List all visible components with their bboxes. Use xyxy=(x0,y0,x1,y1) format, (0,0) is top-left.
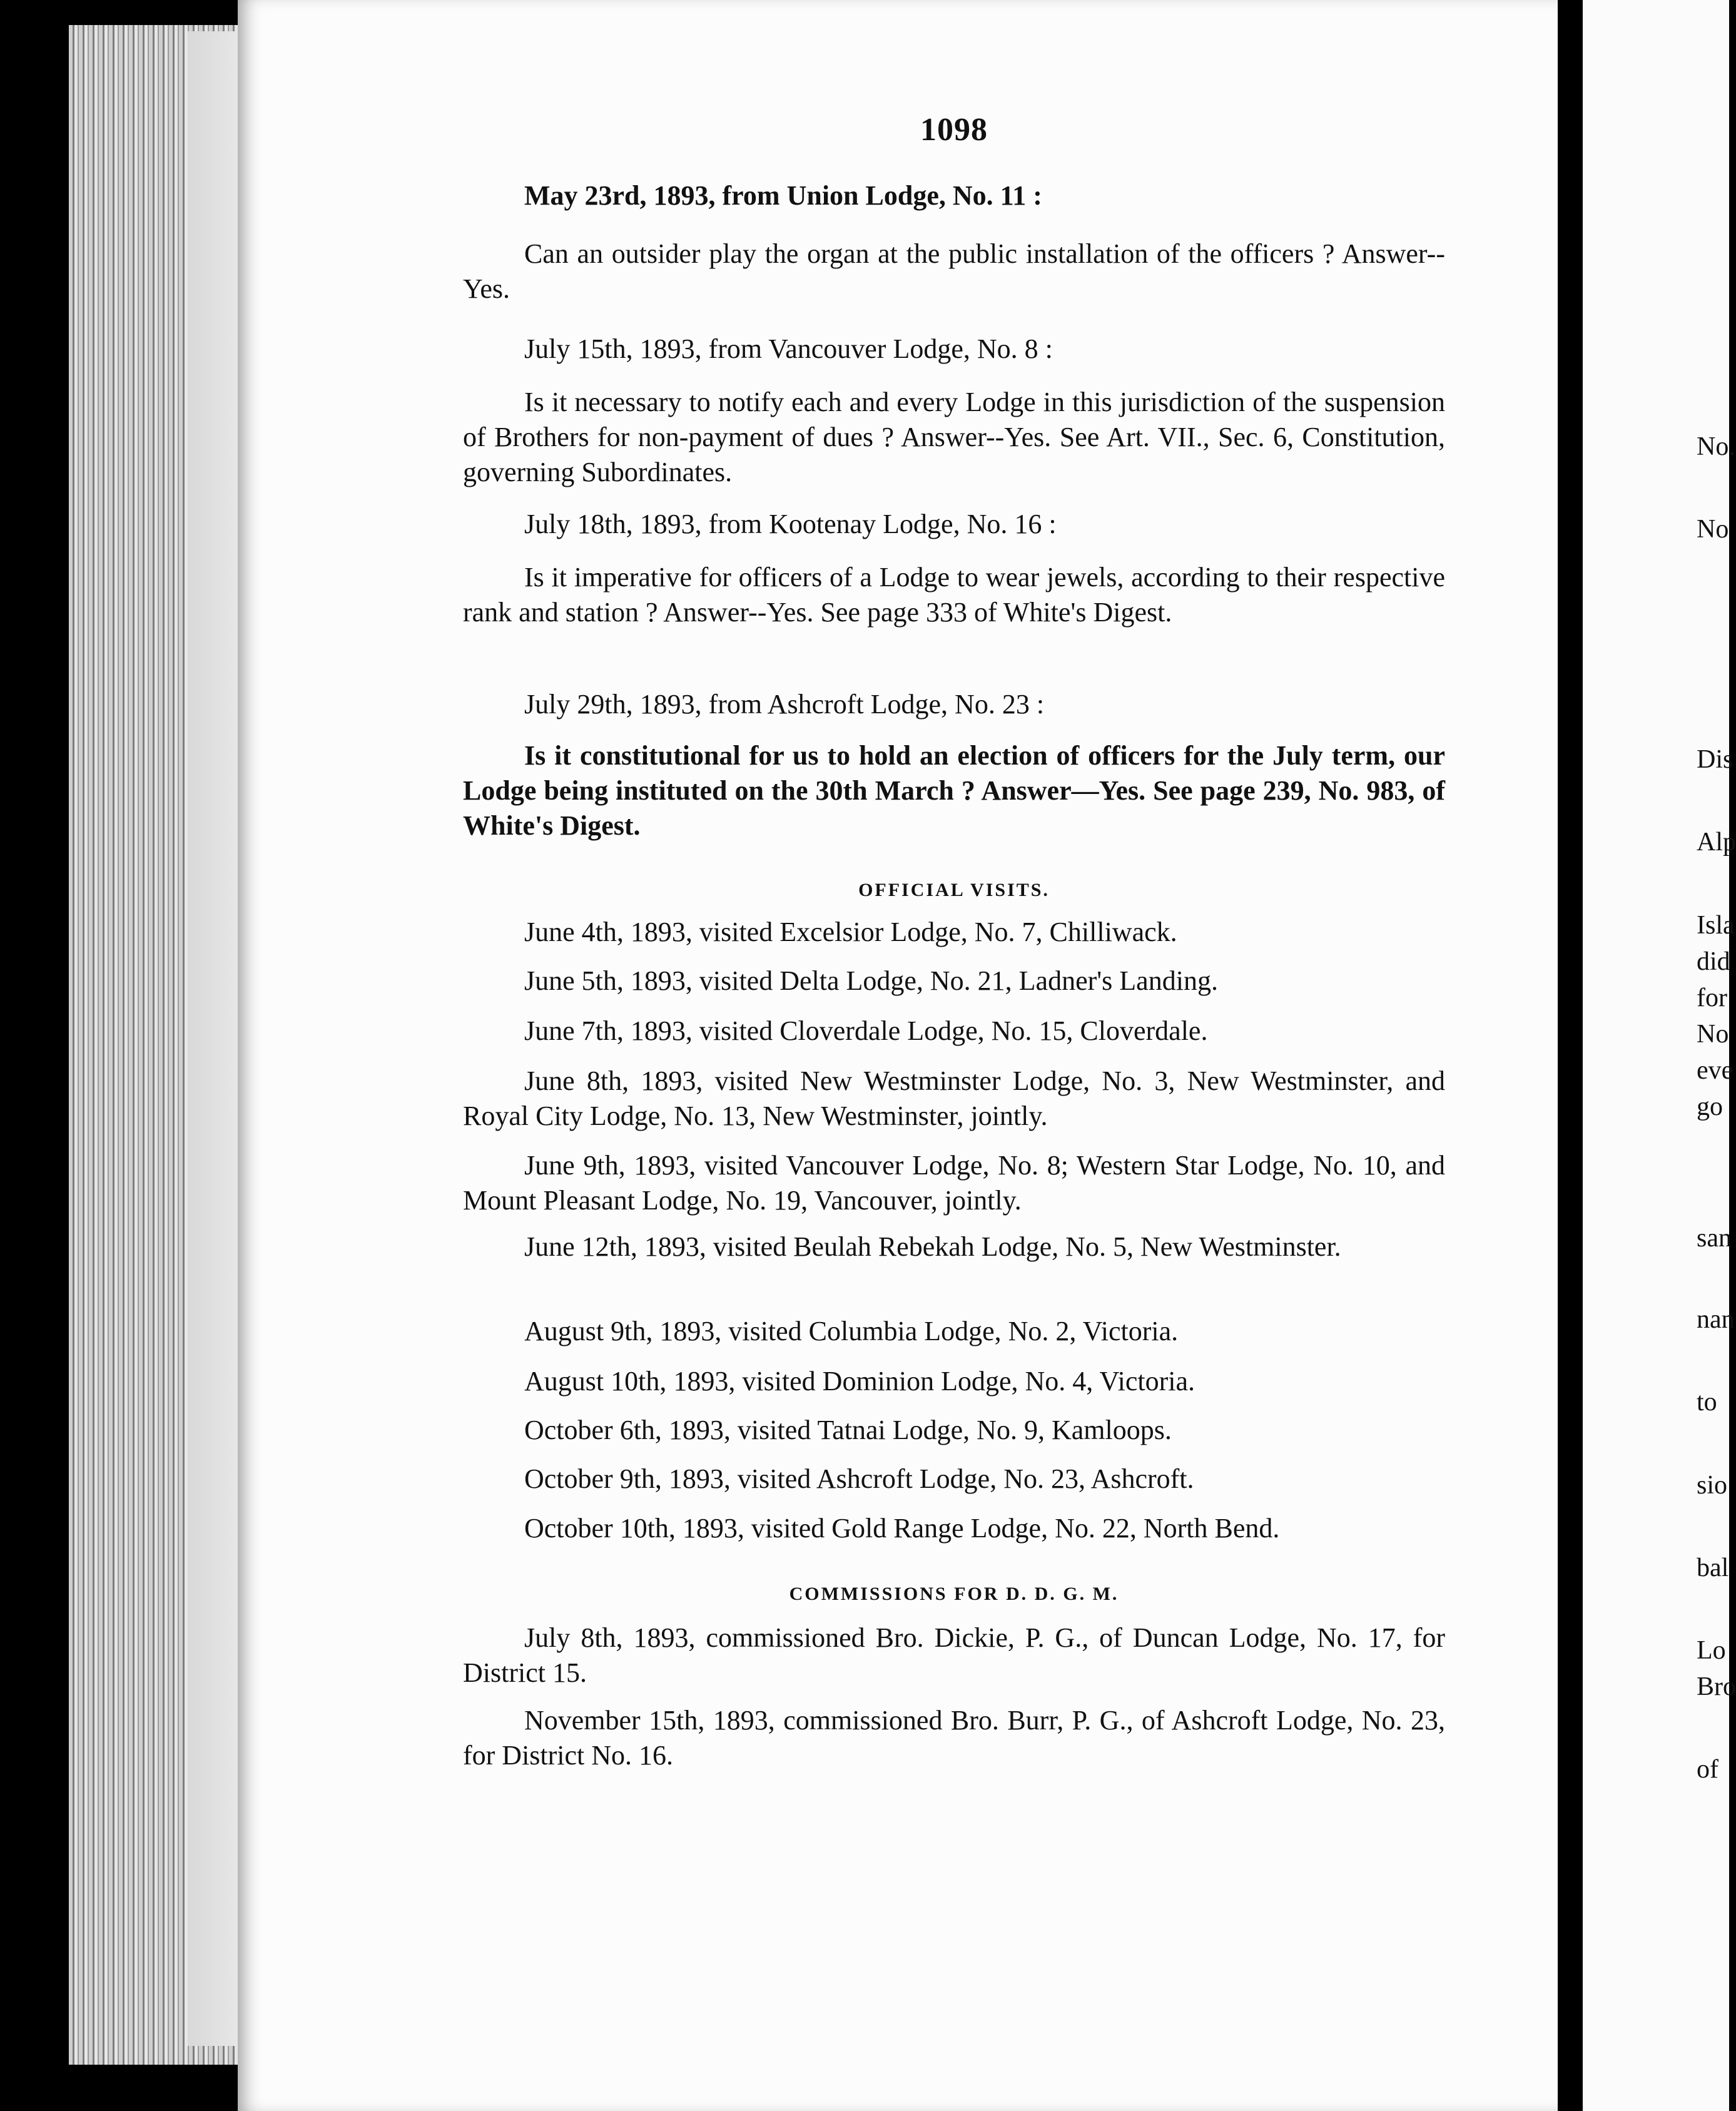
visit-entry: June 5th, 1893, visited Delta Lodge, No. 21, Ladner's Landing. xyxy=(524,965,1218,996)
commissions-heading: COMMISSIONS FOR D. D. G. M. xyxy=(789,1584,1119,1604)
facing-page-fragment: No xyxy=(1697,1020,1729,1049)
visit-entry: June 8th, 1893, visited New Westminster Lodge, No. 3, New Westminster, and Royal City Lodge, No. 13, New Westminster, jointly. xyxy=(463,1066,1445,1131)
facing-page-fragment: No. xyxy=(1697,432,1735,461)
query-header: July 18th, 1893, from Kootenay Lodge, No. 16 : xyxy=(524,509,1057,539)
page-number: 1098 xyxy=(920,112,988,148)
facing-page-fragment: for xyxy=(1697,984,1727,1012)
query-header: July 29th, 1893, from Ashcroft Lodge, No. 23 : xyxy=(524,689,1045,720)
facing-page-fragment: Bro xyxy=(1697,1672,1736,1701)
facing-page-fragment: sio xyxy=(1697,1471,1728,1500)
visit-entry: June 7th, 1893, visited Cloverdale Lodge, No. 15, Cloverdale. xyxy=(524,1015,1208,1046)
commission-entry: November 15th, 1893, commissioned Bro. Burr, P. G., of Ashcroft Lodge, No. 23, for District No. 16. xyxy=(463,1705,1445,1771)
visit-entry: October 6th, 1893, visited Tatnai Lodge, No. 9, Kamloops. xyxy=(524,1415,1172,1445)
facing-page-fragment: go xyxy=(1697,1092,1723,1121)
facing-page-fragment: eve xyxy=(1697,1056,1733,1085)
facing-page-fragment: No xyxy=(1697,515,1729,544)
facing-page-fragment: san xyxy=(1697,1224,1732,1253)
facing-page-fragment: nan xyxy=(1697,1305,1735,1334)
visit-entry: June 4th, 1893, visited Excelsior Lodge, No. 7, Chilliwack. xyxy=(524,917,1177,947)
facing-page-fragment: Isla xyxy=(1697,911,1735,940)
visit-entry: June 12th, 1893, visited Beulah Rebekah Lodge, No. 5, New Westminster. xyxy=(524,1231,1341,1262)
facing-page-fragment: Dis xyxy=(1697,745,1733,774)
facing-page-fragment: Alp xyxy=(1697,828,1736,857)
query-header: May 23rd, 1893, from Union Lodge, No. 11 : xyxy=(524,180,1042,211)
book-gutter xyxy=(1558,0,1583,2111)
visit-entry: October 9th, 1893, visited Ashcroft Lodge, No. 23, Ashcroft. xyxy=(524,1463,1194,1494)
facing-page-fragment: to xyxy=(1697,1388,1717,1417)
scanned-page xyxy=(238,0,1564,2111)
visit-entry: August 9th, 1893, visited Columbia Lodge, No. 2, Victoria. xyxy=(524,1316,1179,1346)
facing-page-fragment: did xyxy=(1697,947,1730,976)
query-body: Is it necessary to notify each and every Lodge in this jurisdiction of the suspension of Brothers for non-payment of dues ? Answer--Yes. See Art. VII., Sec. 6, Constitution, governing Subordinates. xyxy=(463,387,1445,487)
query-body: Is it constitutional for us to hold an election of officers for the July term, our Lodge being instituted on the 30th March ? Answer—Yes. See page 239, No. 983, of White's Digest. xyxy=(463,740,1445,841)
official-visits-heading: OFFICIAL VISITS. xyxy=(858,880,1050,900)
query-body: Can an outsider play the organ at the public installation of the officers ? Answer--Yes. xyxy=(463,238,1445,304)
visit-entry: October 10th, 1893, visited Gold Range Lodge, No. 22, North Bend. xyxy=(524,1513,1280,1544)
visit-entry: August 10th, 1893, visited Dominion Lodge, No. 4, Victoria. xyxy=(524,1366,1195,1396)
facing-page-fragment: Lo xyxy=(1697,1636,1726,1665)
visit-entry: June 9th, 1893, visited Vancouver Lodge, No. 8; Western Star Lodge, No. 10, and Mount Pleasant Lodge, No. 19, Vancouver, jointly. xyxy=(463,1150,1445,1216)
query-header: July 15th, 1893, from Vancouver Lodge, No. 8 : xyxy=(524,333,1053,364)
commission-entry: July 8th, 1893, commissioned Bro. Dickie, P. G., of Duncan Lodge, No. 17, for District 15. xyxy=(463,1622,1445,1688)
query-body: Is it imperative for officers of a Lodge to wear jewels, according to their respective rank and station ? Answer--Yes. See page 333 of White's Digest. xyxy=(463,562,1445,628)
facing-page-fragment: bal xyxy=(1697,1554,1729,1582)
facing-page-fragment: of xyxy=(1697,1755,1718,1784)
